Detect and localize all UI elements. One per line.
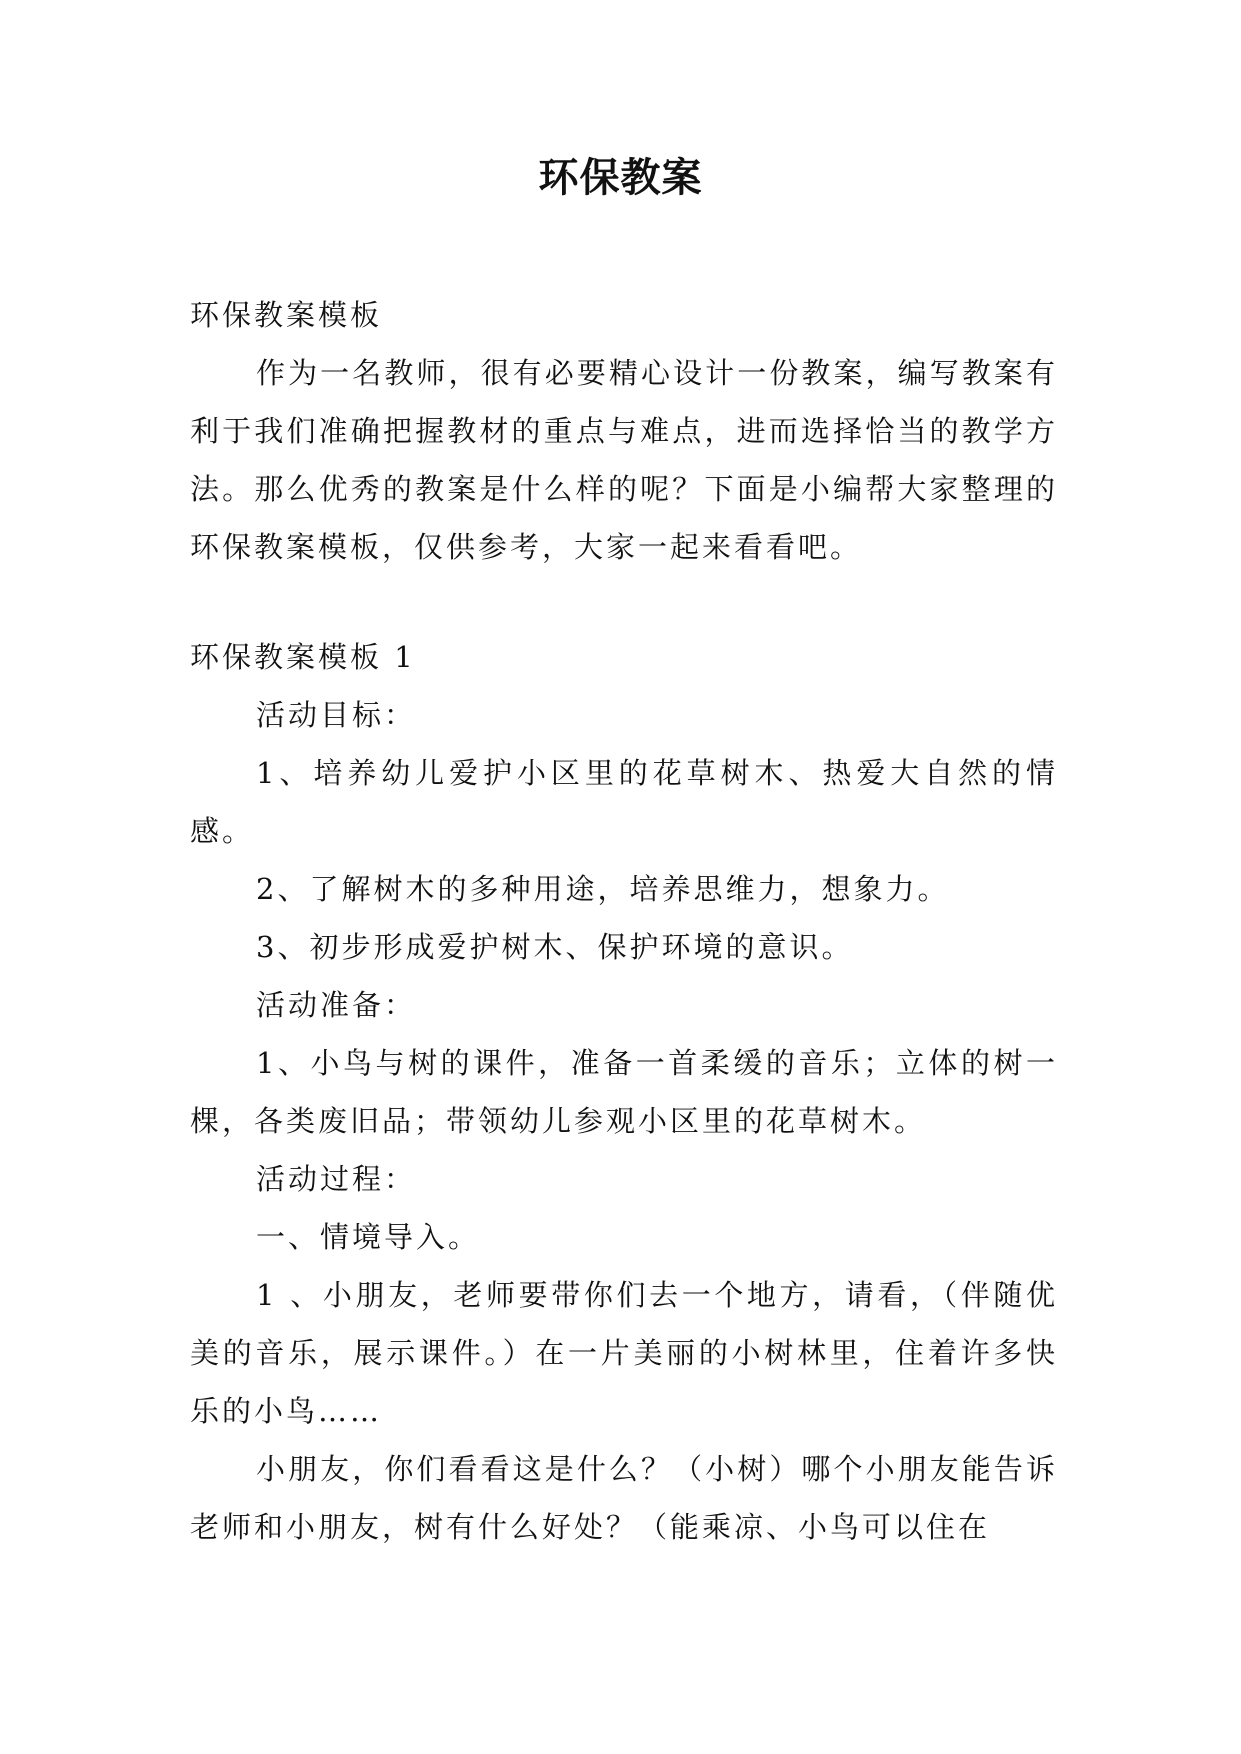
paragraph: 小朋友，你们看看这是什么？（小树）哪个小朋友能告诉老师和小朋友，树有什么好处？（能乘凉、小鸟可以住在 [190,1452,1058,1544]
document-title: 环保教案 [538,155,703,201]
paragraph: 环保教案模板 1 [190,640,416,674]
paragraph: 活动目标： [256,698,417,732]
paragraph: 1、培养幼儿爱护小区里的花草树木、热爱大自然的情感。 [190,756,1058,848]
paragraph: 一、情境导入。 [256,1220,481,1254]
paragraph: 1 、小朋友，老师要带你们去一个地方，请看，（伴随优美的音乐，展示课件。）在一片美丽的小树林里，住着许多快乐的小鸟…… [190,1278,1058,1428]
document-body [190,286,1058,1556]
paragraph: 3、初步形成爱护树木、保护环境的意识。 [256,930,854,964]
paragraph: 活动准备： [256,988,417,1022]
paragraph: 作为一名教师，很有必要精心设计一份教案，编写教案有利于我们准确把握教材的重点与难点，进而选择恰当的教学方法。那么优秀的教案是什么样的呢？下面是小编帮大家整理的环保教案模板，仅供参考，大家一起来看看吧。 [190,356,1058,564]
paragraph: 活动过程： [256,1162,417,1196]
paragraph: 环保教案模板 [190,298,383,332]
paragraph: 2、了解树木的多种用途，培养思维力，想象力。 [256,872,950,906]
paragraph: 1、小鸟与树的课件，准备一首柔缓的音乐；立体的树一棵，各类废旧品；带领幼儿参观小区里的花草树木。 [190,1046,1058,1138]
